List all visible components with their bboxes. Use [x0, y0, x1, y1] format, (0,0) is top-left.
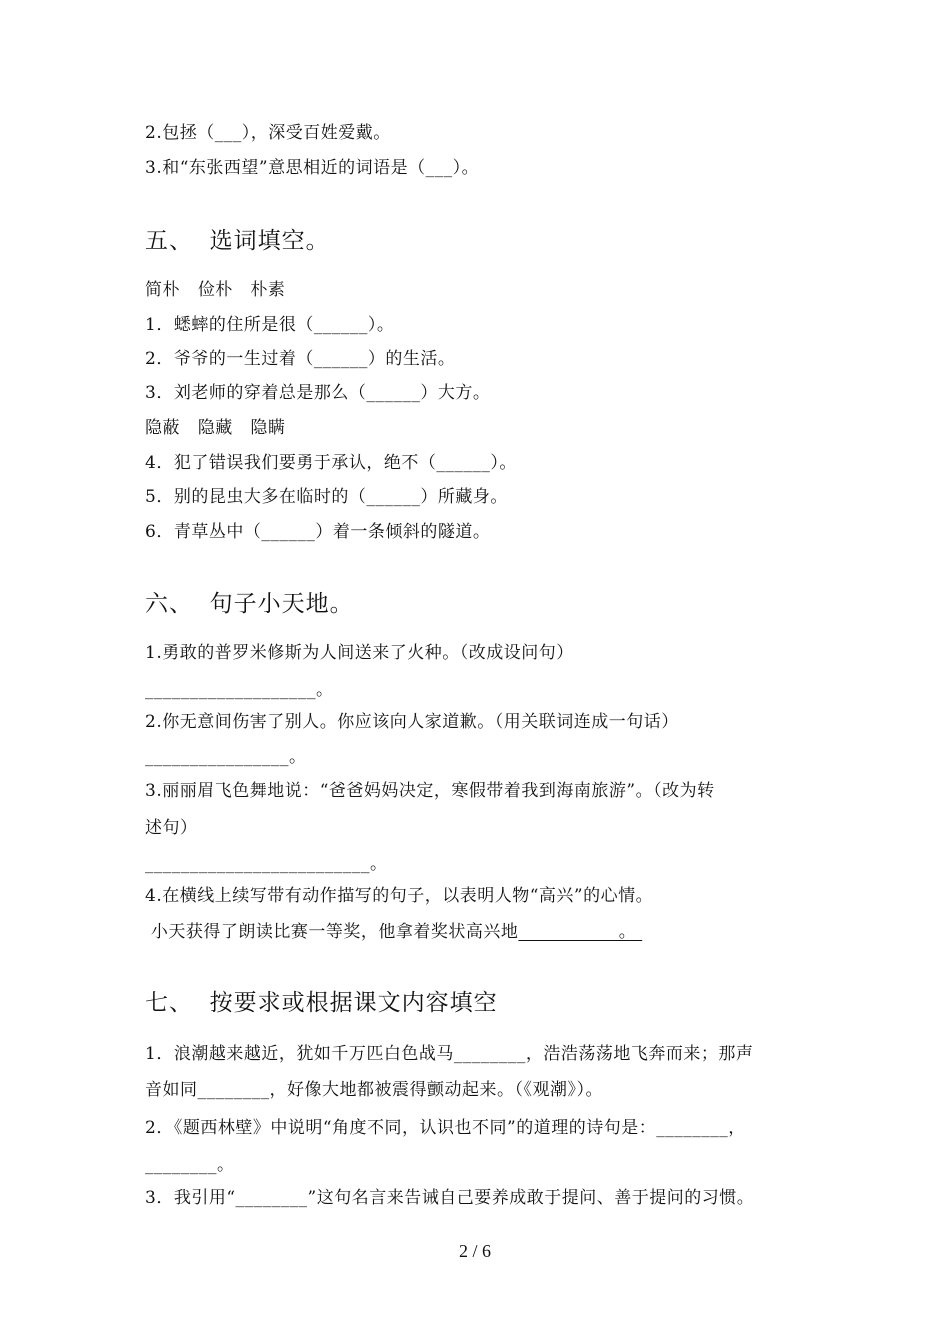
question-5-2: 2．爷爷的一生过着（______）的生活。 — [145, 349, 456, 369]
question-7-1-line1: 1．浪潮越来越近，犹如千万匹白色战马________，浩浩荡荡地飞奔而来；那声 — [145, 1044, 754, 1064]
answer-line-6-3: _________________________。 — [145, 854, 388, 874]
question-7-2-line2: ________。 — [145, 1155, 235, 1175]
question-7-3: 3．我引用“________”这句名言来告诫自己要养成敢于提问、善于提问的习惯。 — [145, 1188, 755, 1208]
sentence-text: 小天获得了朗读比赛一等奖，他拿着奖状高兴地 — [145, 922, 519, 942]
question-5-6: 6．青草丛中（______）着一条倾斜的隧道。 — [145, 522, 491, 542]
page-number: 2 / 6 — [458, 1241, 491, 1261]
question-6-1: 1.勇敢的普罗米修斯为人间送来了火种。（改成设问句） — [145, 643, 574, 663]
question-5-3: 3．刘老师的穿着总是那么（______）大方。 — [145, 383, 491, 403]
question-5-1: 1．蟋蟀的住所是很（______）。 — [145, 315, 395, 335]
answer-line-6-1: ___________________。 — [145, 680, 334, 700]
word-choices-2: 隐蔽 隐藏 隐瞒 — [145, 418, 286, 438]
section-6-title: 六、 句子小天地。 — [145, 591, 354, 617]
question-6-3-line1: 3.丽丽眉飞色舞地说：“爸爸妈妈决定，寒假带着我到海南旅游”。（改为转 — [145, 781, 715, 801]
question-5-5: 5．别的昆虫大多在临时的（______）所藏身。 — [145, 487, 508, 507]
question-7-1-line2: 音如同________，好像大地都被震得颤动起来。（《观潮》）。 — [145, 1080, 603, 1100]
question-4-3: 3.和“东张西望”意思相近的词语是（___）。 — [145, 158, 480, 178]
section-5-title: 五、 选词填空。 — [145, 228, 330, 254]
answer-blank-6-4: 。 — [518, 922, 643, 942]
question-6-4: 4.在横线上续写带有动作描写的句子，以表明人物“高兴”的心情。 — [145, 886, 654, 906]
question-6-2: 2.你无意间伤害了别人。你应该向人家道歉。（用关联词连成一句话） — [145, 712, 679, 732]
answer-line-6-2: ________________。 — [145, 747, 307, 767]
question-4-2: 2.包拯（___），深受百姓爱戴。 — [145, 123, 391, 143]
question-6-3-line2: 述句） — [145, 818, 198, 838]
question-7-2-line1: 2．《题西林壁》中说明“角度不同，认识也不同”的道理的诗句是：________， — [145, 1118, 746, 1138]
question-6-4-sentence — [145, 920, 642, 944]
word-choices-1: 简朴 俭朴 朴素 — [145, 280, 286, 300]
section-7-title: 七、 按要求或根据课文内容填空 — [145, 990, 498, 1016]
question-5-4: 4．犯了错误我们要勇于承认，绝不（______）。 — [145, 453, 517, 473]
